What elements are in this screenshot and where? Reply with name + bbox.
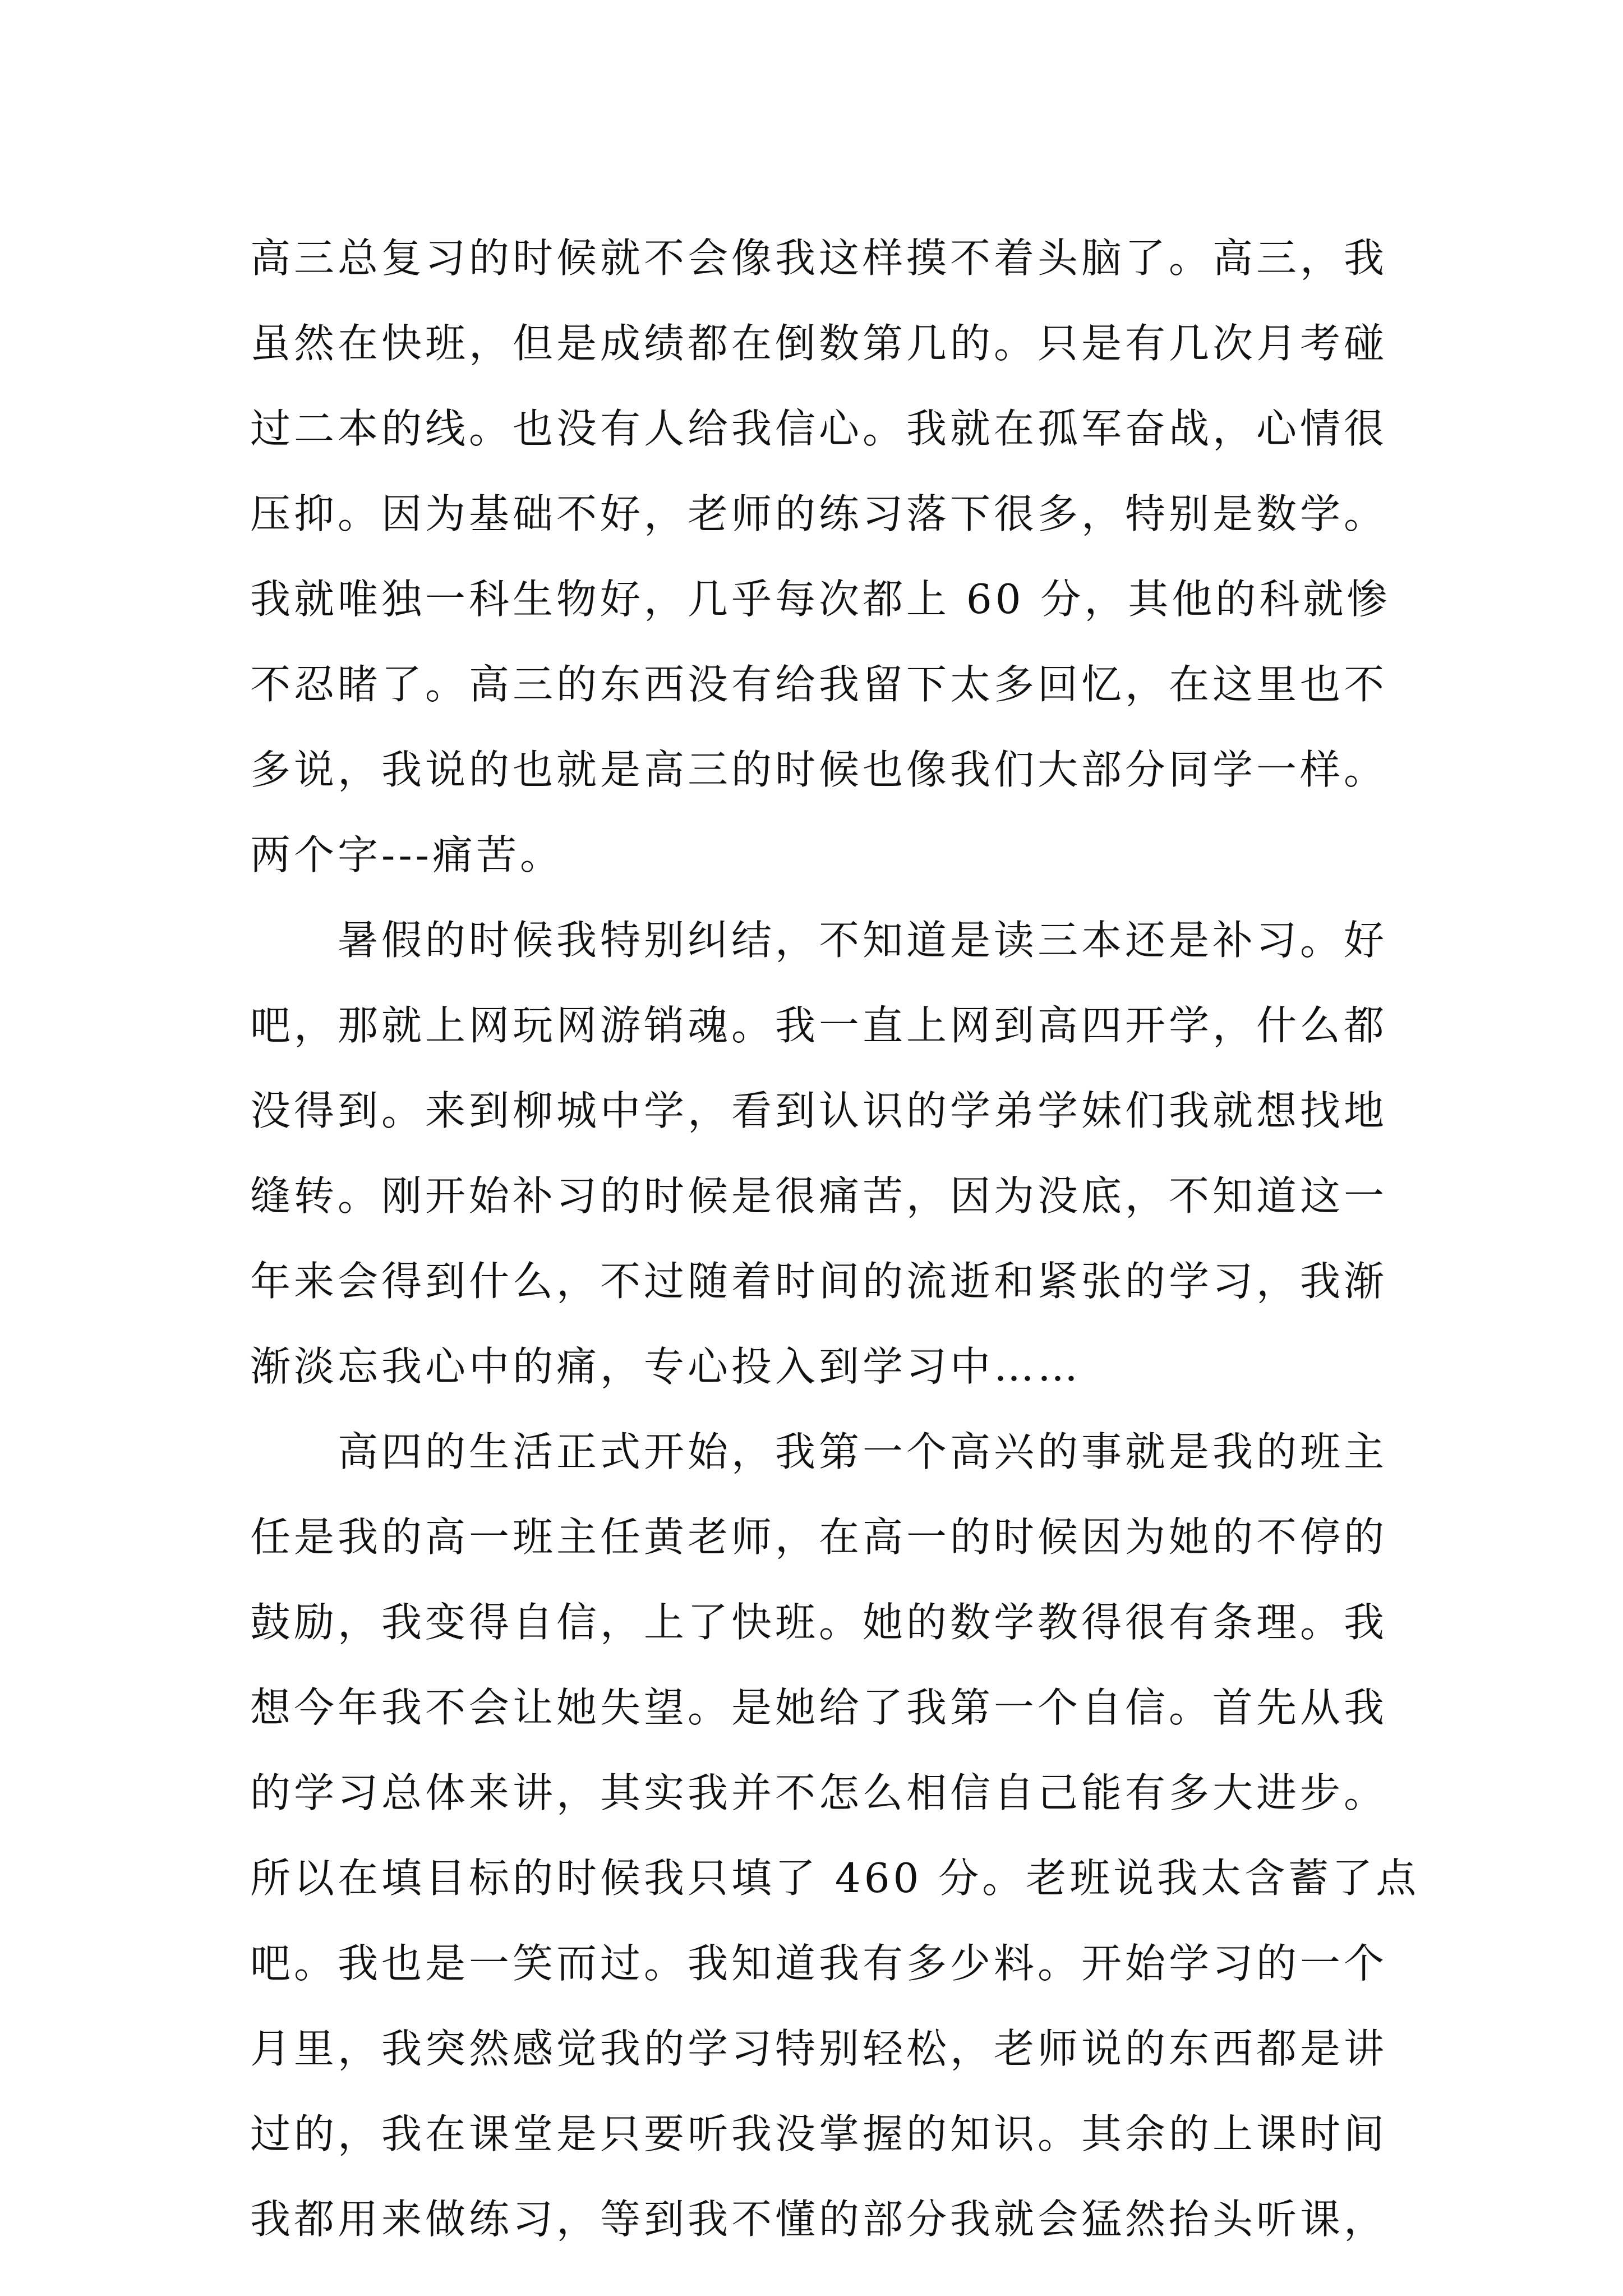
text-line: 过二本的线。也没有人给我信心。我就在孤军奋战，心情很 [250,405,1388,452]
text-line: 多说，我说的也就是高三的时候也像我们大部分同学一样。 [250,746,1388,793]
body-text [250,215,1420,2262]
text-line: 月里，我突然感觉我的学习特别轻松，老师说的东西都是讲 [250,2025,1388,2072]
text-line: 我都用来做练习，等到我不懂的部分我就会猛然抬头听课， [250,2196,1388,2243]
text-line: 吧，那就上网玩网游销魂。我一直上网到高四开学，什么都 [250,1002,1388,1049]
text-line: 我就唯独一科生物好，几乎每次都上 60 分，其他的科就惨 [250,576,1391,623]
text-line: 不忍睹了。高三的东西没有给我留下太多回忆，在这里也不 [250,661,1388,708]
text-line: 缝转。刚开始补习的时候是很痛苦，因为没底，不知道这一 [250,1172,1388,1220]
text-line: 吧。我也是一笑而过。我知道我有多少料。开始学习的一个 [250,1940,1388,1987]
text-line: 高四的生活正式开始，我第一个高兴的事就是我的班主 [250,1428,1388,1475]
text-line: 过的，我在课堂是只要听我没掌握的知识。其余的上课时间 [250,2110,1388,2157]
text-line: 想今年我不会让她失望。是她给了我第一个自信。首先从我 [250,1684,1388,1731]
text-line: 两个字---痛苦。 [250,831,564,878]
text-line: 没得到。来到柳城中学，看到认识的学弟学妹们我就想找地 [250,1087,1388,1134]
text-line: 的学习总体来讲，其实我并不怎么相信自己能有多大进步。 [250,1769,1388,1816]
text-line: 任是我的高一班主任黄老师，在高一的时候因为她的不停的 [250,1513,1388,1561]
text-line: 所以在填目标的时候我只填了 460 分。老班说我太含蓄了点 [250,1855,1420,1902]
text-line: 高三总复习的时候就不会像我这样摸不着头脑了。高三，我 [250,234,1388,282]
text-line: 年来会得到什么，不过随着时间的流逝和紧张的学习，我渐 [250,1258,1388,1305]
text-line: 鼓励，我变得自信，上了快班。她的数学教得很有条理。我 [250,1599,1388,1646]
text-line: 压抑。因为基础不好，老师的练习落下很多，特别是数学。 [250,490,1388,537]
text-line: 渐淡忘我心中的痛，专心投入到学习中…… [250,1343,1082,1390]
text-line: 暑假的时候我特别纠结，不知道是读三本还是补习。好 [250,917,1388,964]
text-line: 虽然在快班，但是成绩都在倒数第几的。只是有几次月考碰 [250,320,1388,367]
